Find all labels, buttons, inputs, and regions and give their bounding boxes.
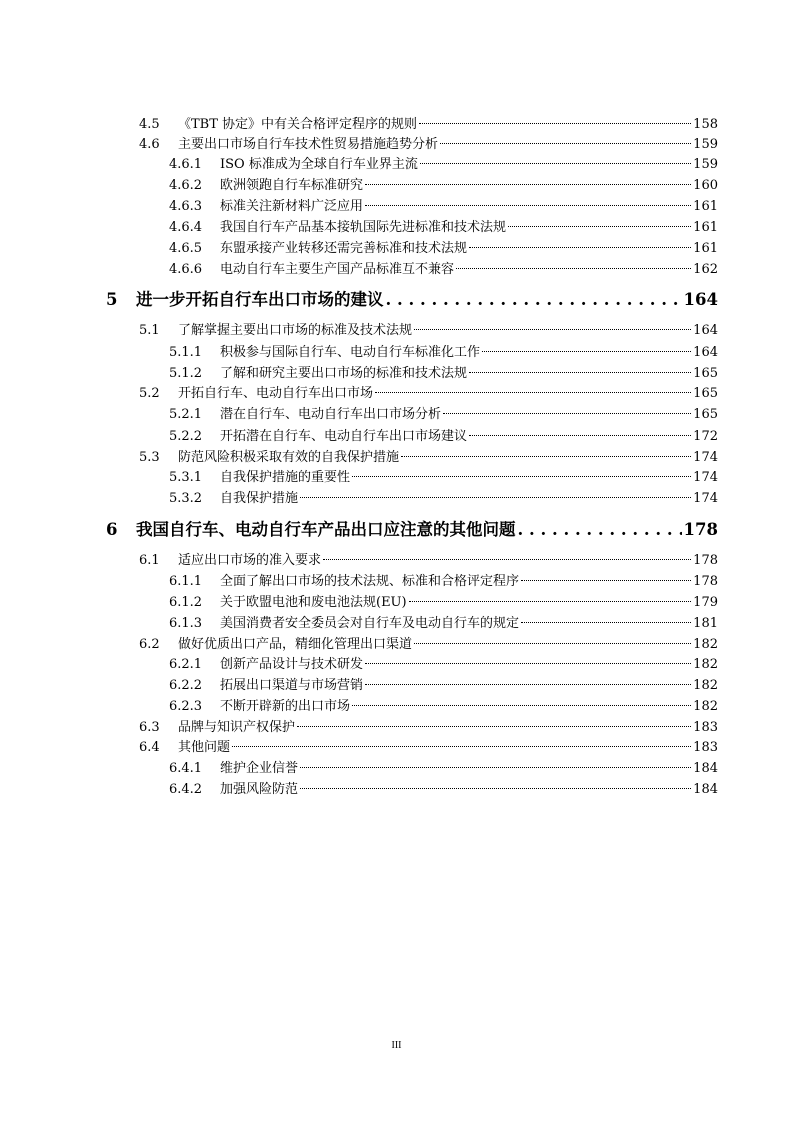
toc-entry-number: 6.1.2 [169, 595, 203, 610]
toc-entry-page-number: 160 [693, 178, 718, 193]
toc-entry[interactable] [139, 115, 718, 135]
toc-chapter-entry[interactable] [106, 287, 718, 313]
toc-entry[interactable] [139, 718, 718, 738]
toc-dot-leader [518, 517, 682, 543]
toc-entry-title: 其他问题 [178, 740, 231, 755]
toc-entry-number: 4.6.5 [169, 241, 203, 256]
toc-entry-title: 东盟承接产业转移还需完善标准和技术法规 [220, 241, 468, 256]
toc-dot-leader [469, 435, 691, 436]
toc-entry-title: 防范风险积极采取有效的自我保护措施 [178, 450, 400, 465]
toc-entry-title: 全面了解出口市场的技术法规、标准和合格评定程序 [220, 574, 520, 589]
toc-dot-leader [365, 205, 691, 206]
toc-entry-number: 4.5 [139, 117, 160, 132]
toc-entry-number: 4.6.1 [169, 157, 203, 172]
toc-dot-leader [232, 746, 691, 747]
toc-entry-title: 不断开辟新的出口市场 [220, 699, 351, 714]
toc-entry-page-number: 178 [683, 520, 718, 539]
toc-entry-number: 4.6.2 [169, 178, 203, 193]
toc-dot-leader [443, 413, 691, 414]
toc-entry[interactable] [169, 468, 718, 488]
toc-entry-title: 进一步开拓自行车出口市场的建议 [136, 290, 384, 309]
toc-dot-leader [323, 559, 691, 560]
toc-entry-page-number: 179 [693, 595, 718, 610]
toc-entry-page-number: 159 [693, 157, 718, 172]
toc-entry[interactable] [169, 593, 718, 613]
toc-entry-title: 主要出口市场自行车技术性贸易措施趋势分析 [178, 137, 439, 152]
toc-entry-title: 了解掌握主要出口市场的标准及技术法规 [178, 323, 413, 338]
toc-entry-number: 5.2 [139, 386, 160, 401]
toc-entry[interactable] [169, 197, 718, 217]
toc-dot-leader [414, 329, 691, 330]
toc-dot-leader [456, 268, 691, 269]
toc-entry[interactable] [169, 655, 718, 675]
toc-chapter-entry[interactable] [106, 517, 718, 543]
toc-entry-title: ISO 标准成为全球自行车业界主流 [220, 157, 418, 172]
toc-dot-leader [482, 351, 691, 352]
toc-entry-number: 4.6.3 [169, 199, 203, 214]
toc-entry-number: 6 [106, 520, 118, 539]
toc-entry[interactable] [169, 489, 718, 509]
toc-entry[interactable] [169, 405, 718, 425]
toc-dot-leader [297, 726, 691, 727]
toc-entry-number: 6.1 [139, 553, 160, 568]
toc-entry-number: 5.1.1 [169, 345, 203, 360]
toc-entry-title: 开拓自行车、电动自行车出口市场 [178, 386, 374, 401]
toc-entry-number: 6.1.1 [169, 574, 203, 589]
toc-entry-number: 4.6.4 [169, 220, 203, 235]
toc-entry-page-number: 183 [693, 740, 718, 755]
toc-entry[interactable] [169, 427, 718, 447]
toc-dot-leader [414, 643, 691, 644]
toc-entry-page-number: 184 [693, 782, 718, 797]
toc-entry[interactable] [139, 448, 718, 468]
toc-entry-number: 6.4.1 [169, 761, 203, 776]
toc-entry-page-number: 172 [693, 429, 718, 444]
toc-entry-page-number: 174 [693, 470, 718, 485]
toc-entry-page-number: 164 [693, 345, 718, 360]
toc-dot-leader [469, 247, 691, 248]
toc-entry-number: 5.1.2 [169, 366, 203, 381]
toc-entry-number: 6.2.1 [169, 657, 203, 672]
toc-entry-number: 5.1 [139, 323, 160, 338]
toc-entry-page-number: 164 [693, 323, 718, 338]
toc-entry-title: 欧洲领跑自行车标准研究 [220, 178, 364, 193]
toc-entry-page-number: 182 [693, 637, 718, 652]
toc-entry-page-number: 184 [693, 761, 718, 776]
toc-entry-title: 维护企业信誉 [220, 761, 299, 776]
toc-dot-leader [300, 767, 691, 768]
toc-entry-page-number: 161 [693, 241, 718, 256]
toc-dot-leader [365, 684, 691, 685]
toc-dot-leader [352, 705, 691, 706]
toc-entry-number: 5.2.1 [169, 407, 203, 422]
toc-entry-number: 5.3 [139, 450, 160, 465]
toc-entry-title: 品牌与知识产权保护 [178, 720, 296, 735]
toc-entry-title: 美国消费者安全委员会对自行车及电动自行车的规定 [220, 616, 520, 631]
toc-dot-leader [469, 372, 691, 373]
toc-entry[interactable] [169, 759, 718, 779]
toc-entry[interactable] [139, 551, 718, 571]
toc-entry-title: 关于欧盟电池和废电池法规(EU) [220, 595, 407, 610]
toc-entry-page-number: 159 [693, 137, 718, 152]
toc-entry[interactable] [169, 364, 718, 384]
toc-entry-title: 潜在自行车、电动自行车出口市场分析 [220, 407, 442, 422]
toc-entry-title: 了解和研究主要出口市场的标准和技术法规 [220, 366, 468, 381]
toc-entry-title: 电动自行车主要生产国产品标准互不兼容 [220, 262, 455, 277]
toc-entry-title: 我国自行车产品基本接轨国际先进标准和技术法规 [220, 220, 507, 235]
toc-entry-page-number: 165 [693, 366, 718, 381]
toc-entry-title: 标准关注新材料广泛应用 [220, 199, 364, 214]
toc-entry-page-number: 178 [693, 553, 718, 568]
toc-entry-number: 6.3 [139, 720, 160, 735]
toc-entry[interactable] [139, 384, 718, 404]
toc-dot-leader [386, 287, 682, 313]
toc-entry-number: 5.3.2 [169, 491, 203, 506]
toc-entry[interactable] [139, 135, 718, 155]
toc-dot-leader [401, 456, 691, 457]
toc-dot-leader [352, 476, 691, 477]
toc-entry[interactable] [169, 239, 718, 259]
toc-entry[interactable] [169, 676, 718, 696]
toc-entry-page-number: 165 [693, 386, 718, 401]
toc-entry[interactable] [169, 176, 718, 196]
toc-entry[interactable] [169, 260, 718, 280]
toc-entry-number: 6.1.3 [169, 616, 203, 631]
toc-entry-number: 6.4.2 [169, 782, 203, 797]
toc-entry-page-number: 182 [693, 678, 718, 693]
toc-entry-number: 6.2.3 [169, 699, 203, 714]
toc-entry-title: 《TBT 协定》中有关合格评定程序的规则 [178, 117, 418, 132]
toc-entry-title: 积极参与国际自行车、电动自行车标准化工作 [220, 345, 481, 360]
toc-entry[interactable] [169, 343, 718, 363]
toc-entry[interactable] [169, 614, 718, 634]
toc-dot-leader [365, 663, 691, 664]
toc-entry-page-number: 165 [693, 407, 718, 422]
toc-entry-page-number: 164 [683, 290, 718, 309]
page-footer-number: III [391, 1040, 402, 1051]
toc-entry-number: 5.3.1 [169, 470, 203, 485]
toc-entry-page-number: 178 [693, 574, 718, 589]
toc-entry-title: 我国自行车、电动自行车产品出口应注意的其他问题 [136, 520, 516, 539]
toc-entry-page-number: 182 [693, 657, 718, 672]
toc-entry[interactable] [169, 155, 718, 175]
toc-entry-number: 6.2 [139, 637, 160, 652]
toc-entry[interactable] [139, 738, 718, 758]
toc-entry-page-number: 174 [693, 491, 718, 506]
toc-entry[interactable] [169, 780, 718, 800]
toc-entry-title: 适应出口市场的准入要求 [178, 553, 322, 568]
toc-entry-title: 创新产品设计与技术研发 [220, 657, 364, 672]
toc-dot-leader [521, 622, 691, 623]
toc-dot-leader [521, 580, 691, 581]
toc-entry-number: 5 [106, 290, 118, 309]
toc-entry-page-number: 182 [693, 699, 718, 714]
toc-entry-title: 做好优质出口产品，精细化管理出口渠道 [178, 637, 413, 652]
toc-entry-page-number: 174 [693, 450, 718, 465]
toc-dot-leader [419, 123, 691, 124]
toc-entry[interactable] [139, 321, 718, 341]
toc-dot-leader [300, 497, 691, 498]
toc-entry[interactable] [169, 697, 718, 717]
toc-entry-page-number: 161 [693, 220, 718, 235]
toc-dot-leader [508, 226, 691, 227]
toc-entry-page-number: 181 [693, 616, 718, 631]
toc-entry-title: 自我保护措施的重要性 [220, 470, 351, 485]
toc-entry-title: 自我保护措施 [220, 491, 299, 506]
toc-dot-leader [375, 392, 691, 393]
toc-entry-page-number: 183 [693, 720, 718, 735]
toc-entry-title: 加强风险防范 [220, 782, 299, 797]
toc-entry-number: 4.6.6 [169, 262, 203, 277]
toc-entry-page-number: 158 [693, 117, 718, 132]
toc-entry-page-number: 162 [693, 262, 718, 277]
toc-dot-leader [409, 601, 692, 602]
toc-entry-page-number: 161 [693, 199, 718, 214]
toc-entry-title: 拓展出口渠道与市场营销 [220, 678, 364, 693]
toc-dot-leader [300, 788, 691, 789]
toc-dot-leader [365, 184, 691, 185]
toc-entry-number: 4.6 [139, 137, 160, 152]
toc-dot-leader [440, 143, 691, 144]
toc-entry-title: 开拓潜在自行车、电动自行车出口市场建议 [220, 429, 468, 444]
toc-entry[interactable] [169, 218, 718, 238]
toc-entry-number: 6.2.2 [169, 678, 203, 693]
toc-dot-leader [420, 163, 691, 164]
toc-entry[interactable] [139, 635, 718, 655]
toc-entry[interactable] [169, 572, 718, 592]
toc-entry-number: 6.4 [139, 740, 160, 755]
toc-entry-number: 5.2.2 [169, 429, 203, 444]
